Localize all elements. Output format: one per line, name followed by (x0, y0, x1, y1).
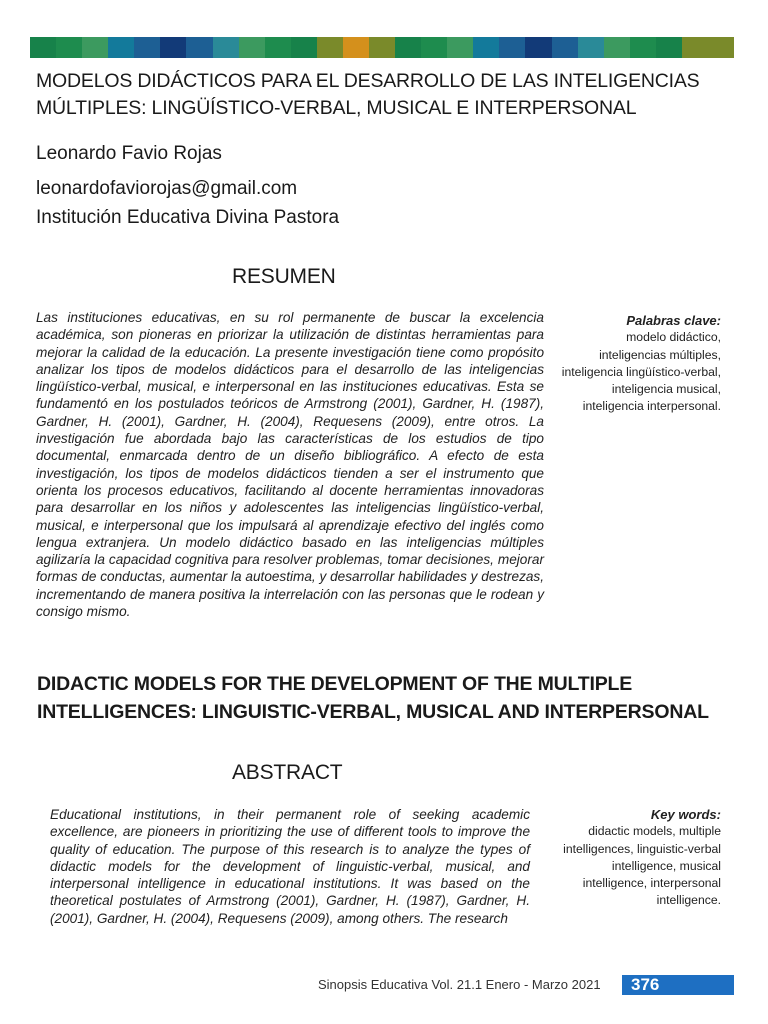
key-words-label: Key words: (650, 807, 721, 822)
band-segment (30, 37, 56, 58)
band-segment (265, 37, 291, 58)
band-segment (134, 37, 160, 58)
band-segment (552, 37, 578, 58)
header-color-band (30, 37, 734, 58)
band-segment (604, 37, 630, 58)
resumen-heading: RESUMEN (232, 265, 336, 288)
band-segment (291, 37, 317, 58)
band-segment (56, 37, 82, 58)
band-segment (317, 37, 343, 58)
abstract-body: Educational institutions, in their permanent role of seeking academic excellence, are pioneers in prioritizing the use of different tools to improve the quality of education. The purpose of this research is to analyze the types of didactic models for the development of linguistic-verbal, musical, and interpersonal intelligence in educational institutions. It was based on the theoretical postulates of Armstrong (2001), Gardner, H. (1987), Gardner, H. (2001), Gardner, H. (2004), Requesens (2009), among others. The research (50, 807, 530, 926)
band-segment (239, 37, 265, 58)
abstract-heading: ABSTRACT (232, 761, 343, 784)
band-segment (421, 37, 447, 58)
band-segment (447, 37, 473, 58)
band-segment (108, 37, 134, 58)
page-number: 376 (622, 975, 734, 995)
band-segment (499, 37, 525, 58)
author-institution: Institución Educativa Divina Pastora (36, 207, 340, 228)
key-words-list: didactic models, multiple intelligences, linguistic-verbal intelligence, musical intelligence, interpersonal intelligence. (563, 824, 721, 908)
band-segment (395, 37, 421, 58)
band-segment (82, 37, 108, 58)
band-segment (213, 37, 239, 58)
author-name: Leonardo Favio Rojas (36, 143, 222, 164)
palabras-clave-label: Palabras clave: (626, 313, 721, 328)
band-segment (525, 37, 551, 58)
band-segment (160, 37, 186, 58)
band-segment (578, 37, 604, 58)
band-segment (656, 37, 682, 58)
band-segment (682, 37, 708, 58)
band-segment (343, 37, 369, 58)
palabras-clave-list: modelo didáctico, inteligencias múltiples, inteligencia lingüístico-verbal, inteligencia musical, inteligencia interpersonal. (561, 330, 721, 414)
band-segment (369, 37, 395, 58)
journal-citation: Sinopsis Educativa Vol. 21.1 Enero - Marzo 2021 (318, 977, 601, 992)
band-segment (186, 37, 212, 58)
resumen-body: Las instituciones educativas, en su rol permanente de buscar la excelencia académica, son pioneras en priorizar la utilización de distintas herramientas para mejorar la calidad de la educación. La presente investigación tiene como propósito analizar los tipos de modelos didácticos para el desarrollo de las inteligencias lingüístico-verbal, musical, e interpersonal en las instituciones educativas. Esta se fundamentó en los postulados teóricos de Armstrong (2001), Gardner, H. (1987), Gardner, H. (2001), Gardner, H. (2004), Requesens (2009), entre otros. La investigación fue abordada bajo las características de los estudios de tipo documental, enmarcada dentro de un diseño bibliográfico. A efecto de esta investigación, los tipos de modelos didácticos tienden a ser el instrumento que orienta los procesos educativos, facilitando al docente herramientas innovadoras para desarrollar en los niños y adolescentes las inteligencias lingüístico-verbal, musical, e interpersonal que los impulsará al aprendizaje efectivo del inglés como lengua extranjera. Un modelo didáctico basado en las inteligencias múltiples agilizaría la capacidad cognitiva para resolver problemas, tomar decisiones, mejorar formas de conductas, aumentar la autoestima, y desarrollar habilidades y destrezas, incrementando de manera positiva la interrelación con las personas que le rodean y consigo mismo. (36, 310, 544, 620)
band-segment (630, 37, 656, 58)
article-title: MODELOS DIDÁCTICOS PARA EL DESARROLLO DE LAS INTELIGENCIAS MÚLTIPLES: LINGÜÍSTICO-VERBAL, MUSICAL E INTERPERSONAL (36, 70, 700, 119)
key-words-box (560, 806, 721, 910)
author-email[interactable]: leonardofaviorojas@gmail.com (36, 178, 298, 199)
band-segment (473, 37, 499, 58)
band-segment (708, 37, 734, 58)
palabras-clave-box (556, 312, 721, 416)
english-title: DIDACTIC MODELS FOR THE DEVELOPMENT OF THE MULTIPLE INTELLIGENCES: LINGUISTIC-VERBAL, MUSICAL AND INTERPERSONAL (37, 673, 709, 723)
